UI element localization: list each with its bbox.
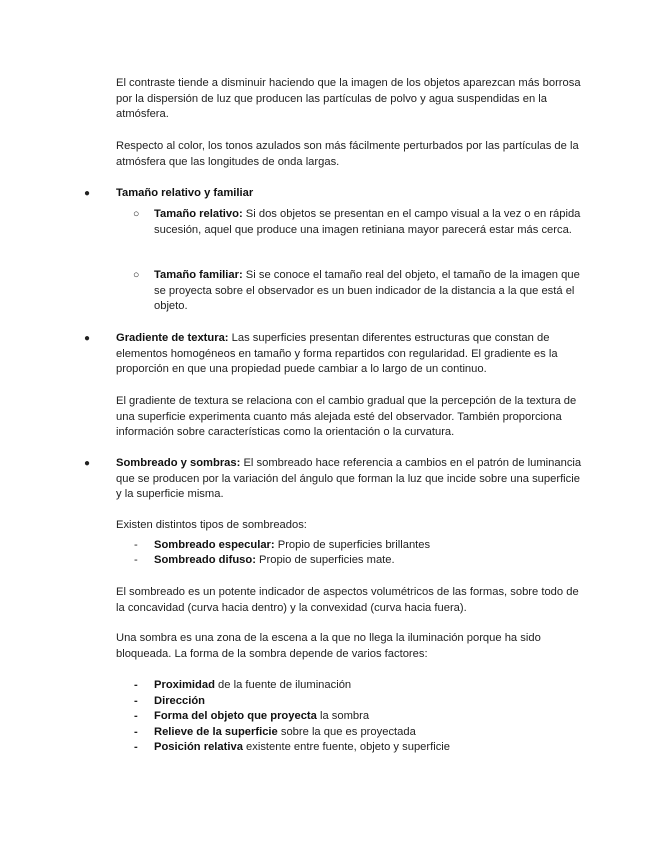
sub-bullet-marker: ○: [133, 269, 140, 281]
text-sombreado: El sombreado hace referencia a cambios en el patrón de luminancia que se producen por la variación del ángulo que forman la luz que incide sobre una superficie y la superficie misma.: [116, 457, 582, 501]
factor-text: la sombra: [316, 710, 370, 722]
dash-marker: -: [134, 726, 138, 738]
text-especular: Propio de superficies brillantes: [274, 539, 431, 551]
heading-tamano: [116, 186, 586, 202]
factor-item: [154, 740, 584, 756]
item-sombreado-difuso: [154, 553, 584, 569]
dash-marker: -: [134, 679, 138, 691]
item-sombreado-especular: [154, 538, 584, 554]
text-gradiente: Las superficies presentan diferentes estructuras que constan de elementos homogéneos en tamaño y forma repartidos con regularidad. El gradiente es la proporción en que una propiedad puede cambiar a lo largo de un continuo.: [116, 332, 558, 376]
paragraph-gradiente-followup: El gradiente de textura se relaciona con el cambio gradual que la percepción de la textura de una superficie experimenta cuanto más alejada esté del observador. También proporciona información sobre características como la orientación o la curvatura.: [116, 395, 577, 439]
factor-text: existente entre fuente, objeto y superficie: [242, 741, 451, 753]
sub-bullet-marker: ○: [133, 208, 140, 220]
heading-tamano-text: Tamaño relativo y familiar: [116, 187, 254, 199]
dash-marker: -: [134, 554, 138, 566]
paragraph-volumetrico: El sombreado es un potente indicador de aspectos volumétricos de las formas, sobre todo de la concavidad (curva hacia dentro) y la convexidad (curva hacia fuera).: [116, 586, 579, 614]
factor-term: Forma del objeto que proyecta: [154, 710, 317, 722]
dash-marker: -: [134, 539, 138, 551]
dash-marker: -: [134, 710, 138, 722]
term-tamano-familiar: Tamaño familiar:: [154, 269, 243, 281]
text-difuso: Propio de superficies mate.: [255, 554, 395, 566]
term-tamano-relativo: Tamaño relativo:: [154, 208, 243, 220]
factor-text: sobre la que es proyectada: [277, 726, 416, 738]
term-especular: Sombreado especular:: [154, 539, 275, 551]
paragraph-tipos-intro: Existen distintos tipos de sombreados:: [116, 519, 307, 531]
term-difuso: Sombreado difuso:: [154, 554, 256, 566]
item-sombreado: [116, 456, 586, 503]
dash-marker: -: [134, 695, 138, 707]
term-gradiente: Gradiente de textura:: [116, 332, 229, 344]
term-sombreado: Sombreado y sombras:: [116, 457, 241, 469]
bullet-marker: ●: [84, 458, 91, 469]
factor-term: Dirección: [154, 695, 205, 707]
paragraph-color: Respecto al color, los tonos azulados son más fácilmente perturbados por las partículas de la atmósfera que las longitudes de onda largas.: [116, 140, 579, 168]
factor-term: Posición relativa: [154, 741, 243, 753]
item-tamano-relativo: [154, 207, 584, 238]
paragraph-contraste: El contraste tiende a disminuir haciendo que la imagen de los objetos aparezcan más borrosa por la dispersión de luz que producen las partículas de polvo y agua suspendidas en la atmósfera.: [116, 77, 581, 121]
factor-term: Proximidad: [154, 679, 215, 691]
text-tamano-familiar: Si se conoce el tamaño real del objeto, el tamaño de la imagen que se proyecta sobre el observador es un buen indicador de la distancia a la que está el objeto.: [154, 269, 580, 313]
factor-item: [154, 709, 584, 725]
factor-text: de la fuente de iluminación: [214, 679, 352, 691]
dash-marker: -: [134, 741, 138, 753]
paragraph-sombra-intro: Una sombra es una zona de la escena a la que no llega la iluminación porque ha sido bloqueada. La forma de la sombra depende de varios factores:: [116, 632, 541, 660]
factor-item: [154, 694, 584, 710]
bullet-marker: ●: [84, 333, 91, 344]
factor-term: Relieve de la superficie: [154, 726, 278, 738]
factor-item: [154, 725, 584, 741]
item-tamano-familiar: [154, 268, 584, 315]
factor-item: [154, 678, 584, 694]
text-tamano-relativo: Si dos objetos se presentan en el campo visual a la vez o en rápida sucesión, aquel que produce una imagen retiniana mayor parecerá estar más cerca.: [154, 208, 581, 236]
bullet-marker: ●: [84, 188, 91, 199]
item-gradiente: [116, 331, 586, 378]
